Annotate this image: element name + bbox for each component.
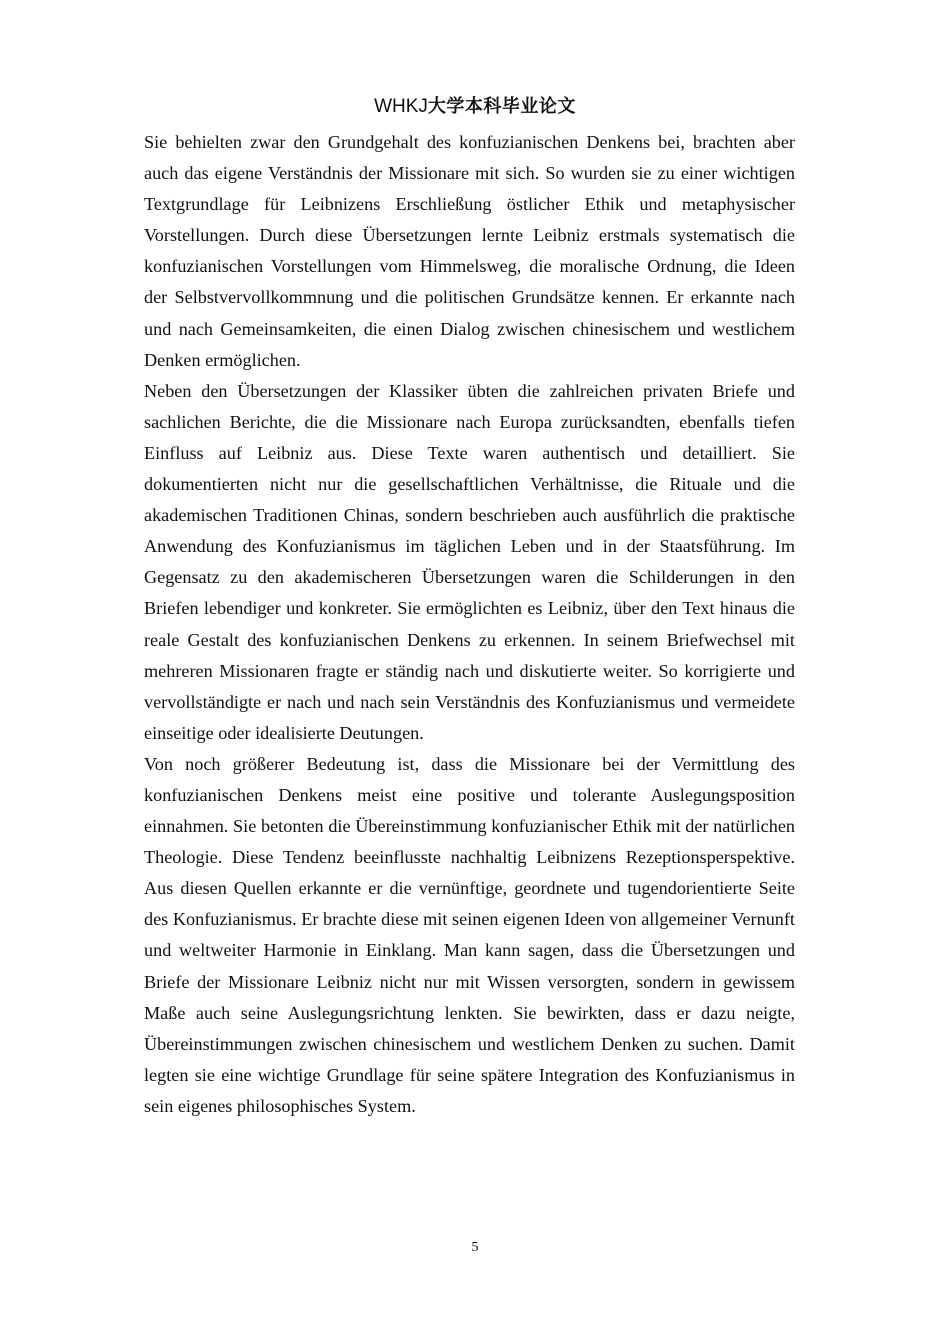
- page-number: 5: [471, 1240, 479, 1255]
- thesis-title-chinese: 大学本科毕业论文: [427, 96, 576, 117]
- running-header: [0, 93, 950, 121]
- body-text: [144, 127, 795, 1122]
- paragraph-3: Von noch größerer Bedeutung ist, dass die Missionare bei der Vermittlung des konfuzianischen Denkens meist eine positive und tolerante Auslegungsposition einnahmen. Sie betonten die Übereinstimmung konfuzianischer Ethik mit der natürlichen Theologie. Diese Tendenz beeinflusste nachhaltig Leibnizens Rezeptionsperspektive. Aus diesen Quellen erkannte er die vernünftige, geordnete und tugendorientierte Seite des Konfuzianismus. Er brachte diese mit seinen eigenen Ideen von allgemeiner Vernunft und weltweiter Harmonie in Einklang. Man kann sagen, dass die Übersetzungen und Briefe der Missionare Leibniz nicht nur mit Wissen versorgten, sondern in gewissem Maße auch seine Auslegungsrichtung lenkten. Sie bewirkten, dass er dazu neigte, Übereinstimmungen zwischen chinesischem und westlichem Denken zu suchen. Damit legten sie eine wichtige Grundlage für seine spätere Integration des Konfuzianismus in sein eigenes philosophisches System.: [144, 753, 795, 1116]
- paragraph-2: Neben den Übersetzungen der Klassiker übten die zahlreichen privaten Briefe und sachlichen Berichte, die die Missionare nach Europa zurücksandten, ebenfalls tiefen Einfluss auf Leibniz aus. Diese Texte waren authentisch und detailliert. Sie dokumentierten nicht nur die gesellschaftlichen Verhältnisse, die Rituale und die akademischen Traditionen Chinas, sondern beschrieben auch ausführlich die praktische Anwendung des Konfuzianismus im täglichen Leben und in der Staatsführung. Im Gegensatz zu den akademischeren Übersetzungen waren die Schilderungen in den Briefen lebendiger und konkreter. Sie ermöglichten es Leibniz, über den Text hinaus die reale Gestalt des konfuzianischen Denkens zu erkennen. In seinem Briefwechsel mit mehreren Missionaren fragte er ständig nach und diskutierte weiter. So korrigierte und vervollständigte er nach und nach sein Verständnis des Konfuzianismus und vermeidete einseitige oder idealisierte Deutungen.: [144, 380, 795, 743]
- paragraph-1: Sie behielten zwar den Grundgehalt des konfuzianischen Denkens bei, brachten aber auch das eigene Verständnis der Missionare mit sich. So wurden sie zu einer wichtigen Textgrundlage für Leibnizens Erschließung östlicher Ethik und metaphysischer Vorstellungen. Durch diese Übersetzungen lernte Leibniz erstmals systematisch die konfuzianischen Vorstellungen vom Himmelsweg, die moralische Ordnung, die Ideen der Selbstvervollkommnung und die politischen Grundsätze kennen. Er erkannte nach und nach Gemeinsamkeiten, die einen Dialog zwischen chinesischem und westlichem Denken ermöglichen.: [144, 132, 795, 370]
- university-code: WHKJ: [374, 96, 428, 117]
